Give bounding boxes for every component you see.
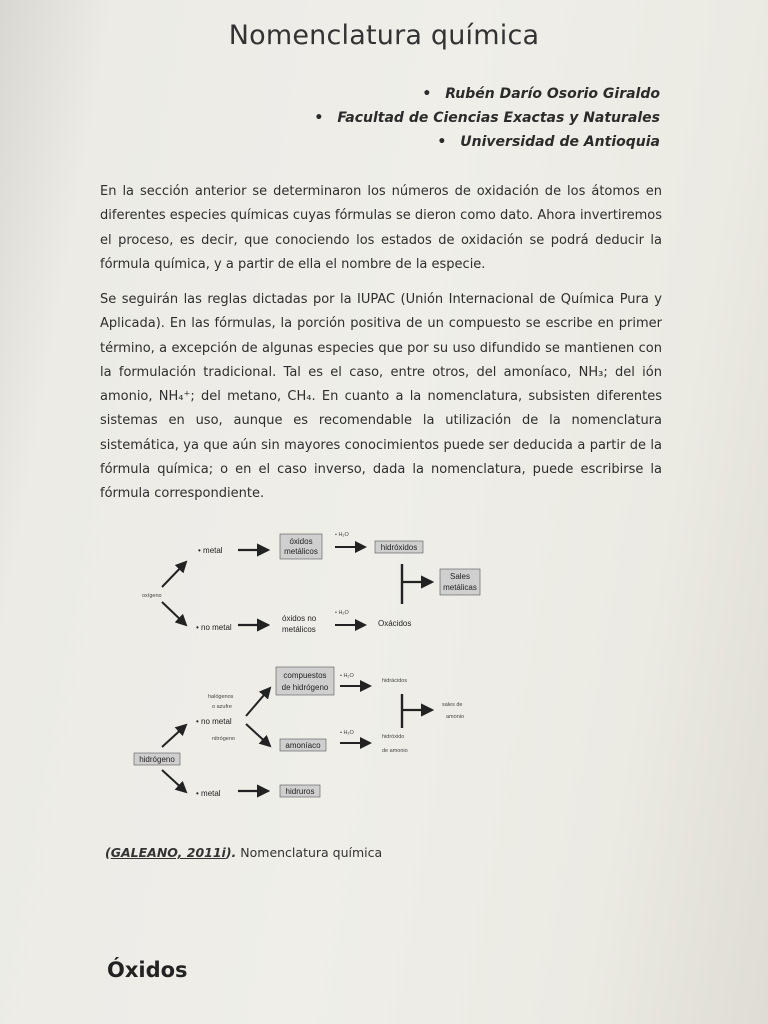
nomenclature-diagram <box>120 522 500 812</box>
author-faculty: • Facultad de Ciencias Exactas y Naturales <box>314 110 660 126</box>
label-sales-metalicas-1: Sales <box>449 572 471 581</box>
label-h2o-4: • H₂O <box>340 730 354 736</box>
label-hidroxidos: hidróxidos <box>380 543 418 552</box>
author-university: • Universidad de Antioquia <box>437 134 660 150</box>
label-h2o-1: • H₂O <box>335 532 349 538</box>
caption-text: Nomenclatura química <box>236 845 383 860</box>
arrow-hidrogeno-metal <box>162 770 186 792</box>
label-oxidos-nometalicos-2: metálicos <box>282 625 316 634</box>
bullet-icon: • <box>437 134 447 150</box>
page-title: Nomenclatura química <box>228 20 540 51</box>
label-sales-amonio-1: sales de <box>442 702 463 708</box>
intro-paragraph: En la sección anterior se determinaron los números de oxidación de los átomos en diferentes especies químicas cuyas fórmulas se dieron como dato. Ahora invertiremos el proceso, es decir, que conociendo los estados de oxidación se podrá deducir la fórmula química, y a partir de ella el nombre de la especie. <box>100 184 662 272</box>
section-heading-oxidos: Óxidos <box>107 958 188 982</box>
figure-caption <box>105 845 382 860</box>
label-hidroxido-amonio-2: de amonio <box>382 748 408 754</box>
label-halogenos-1: halógenos <box>208 694 234 700</box>
label-h2o-3: • H₂O <box>340 673 354 679</box>
label-hidracidos: hidrácidos <box>382 678 408 684</box>
label-nometal-bottom: • no metal <box>196 717 232 726</box>
label-oxidos-nometalicos-1: óxidos no <box>282 614 317 623</box>
arrow-nometal-amoniaco <box>246 724 270 746</box>
label-hidrogeno: hidrógeno <box>139 755 175 764</box>
label-metal-top: • metal <box>198 546 223 555</box>
label-oxigeno: oxígeno <box>142 593 162 599</box>
label-halogenos-2: o azufre <box>212 704 232 710</box>
label-nitrogeno: nitrógeno <box>212 736 235 742</box>
label-sales-metalicas-2: metálicas <box>443 583 477 592</box>
label-nometal-top: • no metal <box>196 623 232 632</box>
label-oxidos-metalicos-2: metálicos <box>284 547 318 556</box>
label-h2o-2: • H₂O <box>335 610 349 616</box>
arrow-oxigeno-metal <box>162 562 186 587</box>
arrow-oxigeno-nometal <box>162 602 186 625</box>
label-compuestos-hidrogeno-1: compuestos <box>283 671 327 680</box>
author-name: • Rubén Darío Osorio Giraldo <box>422 86 660 102</box>
rules-paragraph: Se seguirán las reglas dictadas por la IUPAC (Unión Internacional de Química Pura y Aplicada). En las fórmulas, la porción positiva de un compuesto se escribe en primer término, a excepción de algunas especies que por su uso difundido se mantienen con la formulación tradicional. Tal es el caso, entre otros, del amoníaco, NH₃; del ión amonio, NH₄⁺; del metano, CH₄. En cuanto a la nomenclatura, subsisten diferentes sistemas en uso, aunque es recomendable la utilización de la nomenclatura sistemática, ya que aún sin mayores conocimientos puede ser deducida a partir de la fórmula química; o en el caso inverso, dada la nomenclatura, puede escribirse la fórmula correspondiente. <box>100 292 662 502</box>
arrow-hidrogeno-nometal <box>162 725 186 747</box>
label-compuestos-hidrogeno-2: de hidrógeno <box>281 683 329 692</box>
label-hidruros: hidruros <box>285 787 315 796</box>
label-amoniaco: amoníaco <box>285 741 321 750</box>
citation-link[interactable]: GALEANO, 2011i <box>110 845 226 860</box>
label-oxacidos: Oxácidos <box>378 619 412 628</box>
label-hidroxido-amonio-1: hidróxido <box>382 734 405 740</box>
label-oxidos-metalicos-1: óxidos <box>289 537 313 546</box>
bullet-icon: • <box>314 110 324 126</box>
caption-citation: (GALEANO, 2011i). <box>105 845 237 860</box>
bullet-icon: • <box>422 86 432 102</box>
label-metal-bottom: • metal <box>196 789 221 798</box>
author-list <box>240 82 660 154</box>
arrow-nometal-compuestos <box>246 688 270 716</box>
label-sales-amonio-2: amonio <box>446 714 465 720</box>
